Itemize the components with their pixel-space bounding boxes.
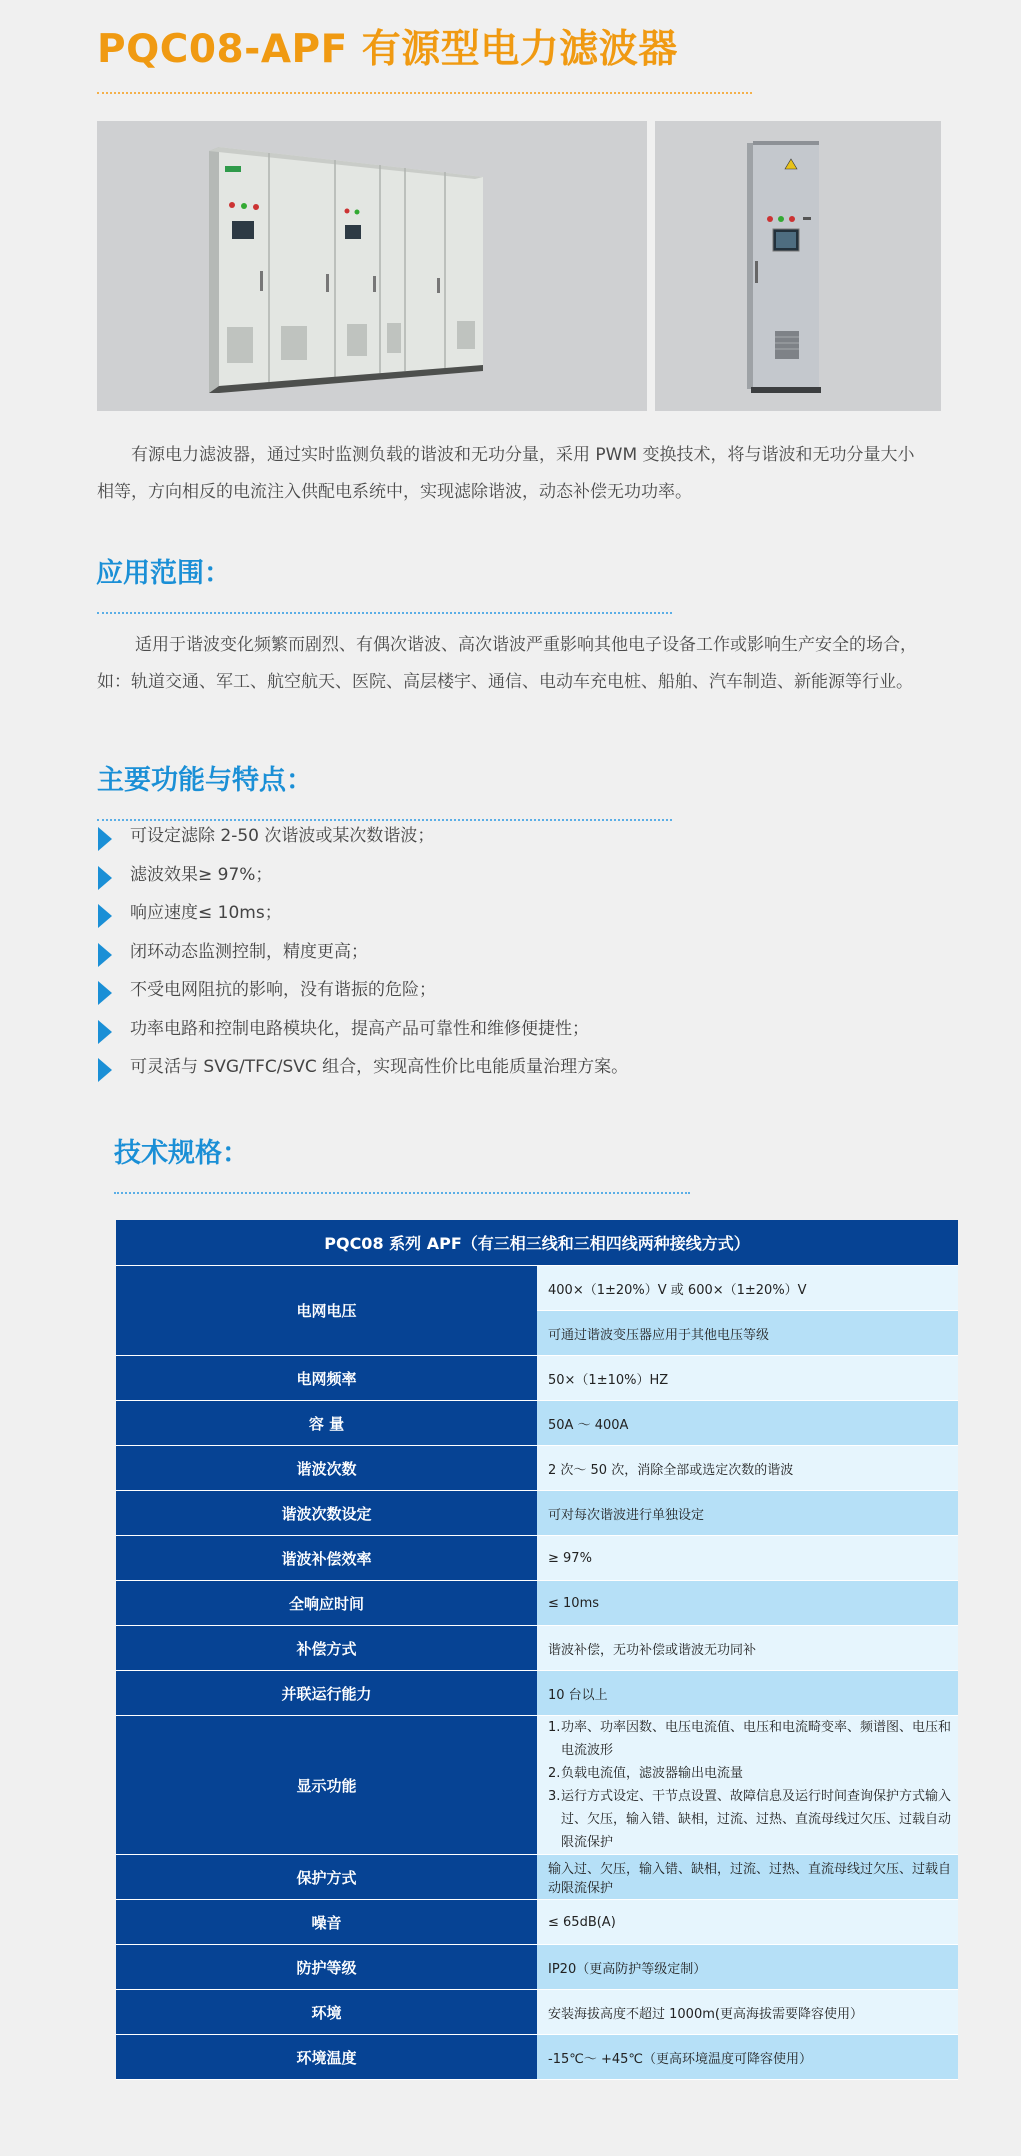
row-label: 电网频率 — [116, 1356, 537, 1401]
row-value: 50A ～ 400A — [537, 1401, 958, 1446]
features-list — [97, 817, 917, 1087]
page-title: PQC08-APF 有源型电力滤波器 — [97, 27, 678, 72]
row-label: 谐波补偿效率 — [116, 1536, 537, 1581]
display-function-line — [548, 1762, 958, 1785]
row-label: 噪音 — [116, 1900, 537, 1945]
table-row — [116, 1716, 958, 1855]
product-photo-single-cabinet — [655, 121, 941, 411]
table-row — [116, 1945, 958, 1990]
row-label: 环境温度 — [116, 2035, 537, 2080]
row-value: ≤ 65dB(A) — [537, 1900, 958, 1945]
intro-paragraph: 有源电力滤波器，通过实时监测负载的谐波和无功分量，采用 PWM 变换技术，将与谐波和无功分量大小相等，方向相反的电流注入供配电系统中，实现滤除谐波，动态补偿无功功率。 — [97, 445, 915, 502]
table-row — [116, 1671, 958, 1716]
row-label: 并联运行能力 — [116, 1671, 537, 1716]
spec-divider — [114, 1192, 690, 1194]
table-row — [116, 1266, 958, 1311]
triangle-bullet-icon — [98, 827, 112, 851]
line-number: 3. — [548, 1789, 561, 1804]
feature-item — [97, 894, 917, 933]
feature-item — [97, 1010, 917, 1049]
row-label: 环境 — [116, 1990, 537, 2035]
table-row — [116, 1401, 958, 1446]
line-text: 负载电流值，滤波器输出电流量 — [561, 1766, 744, 1781]
product-photo-cabinet-row — [97, 121, 647, 411]
row-value: 50×（1±10%）HZ — [537, 1356, 958, 1401]
row-label: 防护等级 — [116, 1945, 537, 1990]
triangle-bullet-icon — [98, 1020, 112, 1044]
row-value: -15℃～ +45℃（更高环境温度可降容使用） — [537, 2035, 958, 2080]
display-function-line — [548, 1785, 958, 1854]
table-row — [116, 1626, 958, 1671]
row-label: 显示功能 — [116, 1716, 537, 1855]
table-row — [116, 1536, 958, 1581]
triangle-bullet-icon — [98, 943, 112, 967]
line-text: 功率、功率因数、电压电流值、电压和电流畸变率、频谱图、电压和电流波形 — [561, 1720, 952, 1758]
row-value: 可通过谐波变压器应用于其他电压等级 — [537, 1311, 958, 1356]
scope-divider — [97, 612, 672, 614]
scope-heading: 应用范围： — [96, 558, 231, 589]
spec-caption-row — [116, 1220, 958, 1266]
table-row — [116, 2035, 958, 2080]
features-heading: 主要功能与特点： — [97, 765, 313, 796]
table-row — [116, 1356, 958, 1401]
row-label: 补偿方式 — [116, 1626, 537, 1671]
row-value: 400×（1±20%）V 或 600×（1±20%）V — [537, 1266, 958, 1311]
spec-table — [116, 1220, 958, 2080]
spec-table-caption: PQC08 系列 APF（有三相三线和三相四线两种接线方式） — [116, 1220, 958, 1266]
title-divider — [97, 92, 752, 94]
feature-text: 功率电路和控制电路模块化，提高产品可靠性和维修便捷性； — [130, 1018, 589, 1039]
line-number: 1. — [548, 1720, 561, 1735]
table-row — [116, 1581, 958, 1626]
row-value: ≤ 10ms — [537, 1581, 958, 1626]
row-value: IP20（更高防护等级定制） — [537, 1945, 958, 1990]
row-value: 谐波补偿，无功补偿或谐波无功同补 — [537, 1626, 958, 1671]
row-label: 全响应时间 — [116, 1581, 537, 1626]
feature-text: 滤波效果≥ 97%； — [130, 864, 273, 885]
feature-text: 可设定滤除 2-50 次谐波或某次数谐波； — [130, 826, 435, 846]
table-row — [116, 1491, 958, 1536]
row-value: 可对每次谐波进行单独设定 — [537, 1491, 958, 1536]
feature-item — [97, 971, 917, 1010]
triangle-bullet-icon — [98, 981, 112, 1005]
row-value: 输入过、欠压，输入错、缺相，过流、过热、直流母线过欠压、过载自动限流保护 — [537, 1855, 958, 1900]
feature-item — [97, 1048, 917, 1087]
row-label: 电网电压 — [116, 1266, 537, 1356]
triangle-bullet-icon — [98, 1058, 112, 1082]
line-text: 运行方式设定、干节点设置、故障信息及运行时间查询保护方式输入过、欠压，输入错、缺相，过流、过热、直流母线过欠压、过载自动限流保护 — [561, 1789, 952, 1850]
row-label: 容 量 — [116, 1401, 537, 1446]
feature-item — [97, 856, 917, 895]
feature-item — [97, 933, 917, 972]
table-row — [116, 1990, 958, 2035]
feature-text: 可灵活与 SVG/TFC/SVC 组合，实现高性价比电能质量治理方案。 — [130, 1057, 629, 1077]
row-value: 10 台以上 — [537, 1671, 958, 1716]
display-function-line — [548, 1716, 958, 1762]
spec-heading: 技术规格： — [114, 1138, 249, 1169]
row-value-multiline — [537, 1716, 958, 1855]
triangle-bullet-icon — [98, 866, 112, 890]
row-value: 2 次～ 50 次，消除全部或选定次数的谐波 — [537, 1446, 958, 1491]
scope-paragraph: 适用于谐波变化频繁而剧烈、有偶次谐波、高次谐波严重影响其他电子设备工作或影响生产安全的场合，如：轨道交通、军工、航空航天、医院、高层楼宇、通信、电动车充电桩、船舶、汽车制造、新能源等行业。 — [97, 635, 917, 692]
row-label: 谐波次数 — [116, 1446, 537, 1491]
triangle-bullet-icon — [98, 904, 112, 928]
table-row — [116, 1900, 958, 1945]
row-value: 安装海拔高度不超过 1000m(更高海拔需要降容使用） — [537, 1990, 958, 2035]
row-label: 保护方式 — [116, 1855, 537, 1900]
feature-item — [97, 817, 917, 856]
row-label: 谐波次数设定 — [116, 1491, 537, 1536]
line-number: 2. — [548, 1766, 561, 1781]
table-row — [116, 1446, 958, 1491]
feature-text: 闭环动态监测控制，精度更高； — [130, 941, 368, 962]
table-row — [116, 1855, 958, 1900]
feature-text: 不受电网阻抗的影响，没有谐振的危险； — [130, 980, 436, 1000]
row-value: ≥ 97% — [537, 1536, 958, 1581]
feature-text: 响应速度≤ 10ms； — [130, 903, 282, 923]
